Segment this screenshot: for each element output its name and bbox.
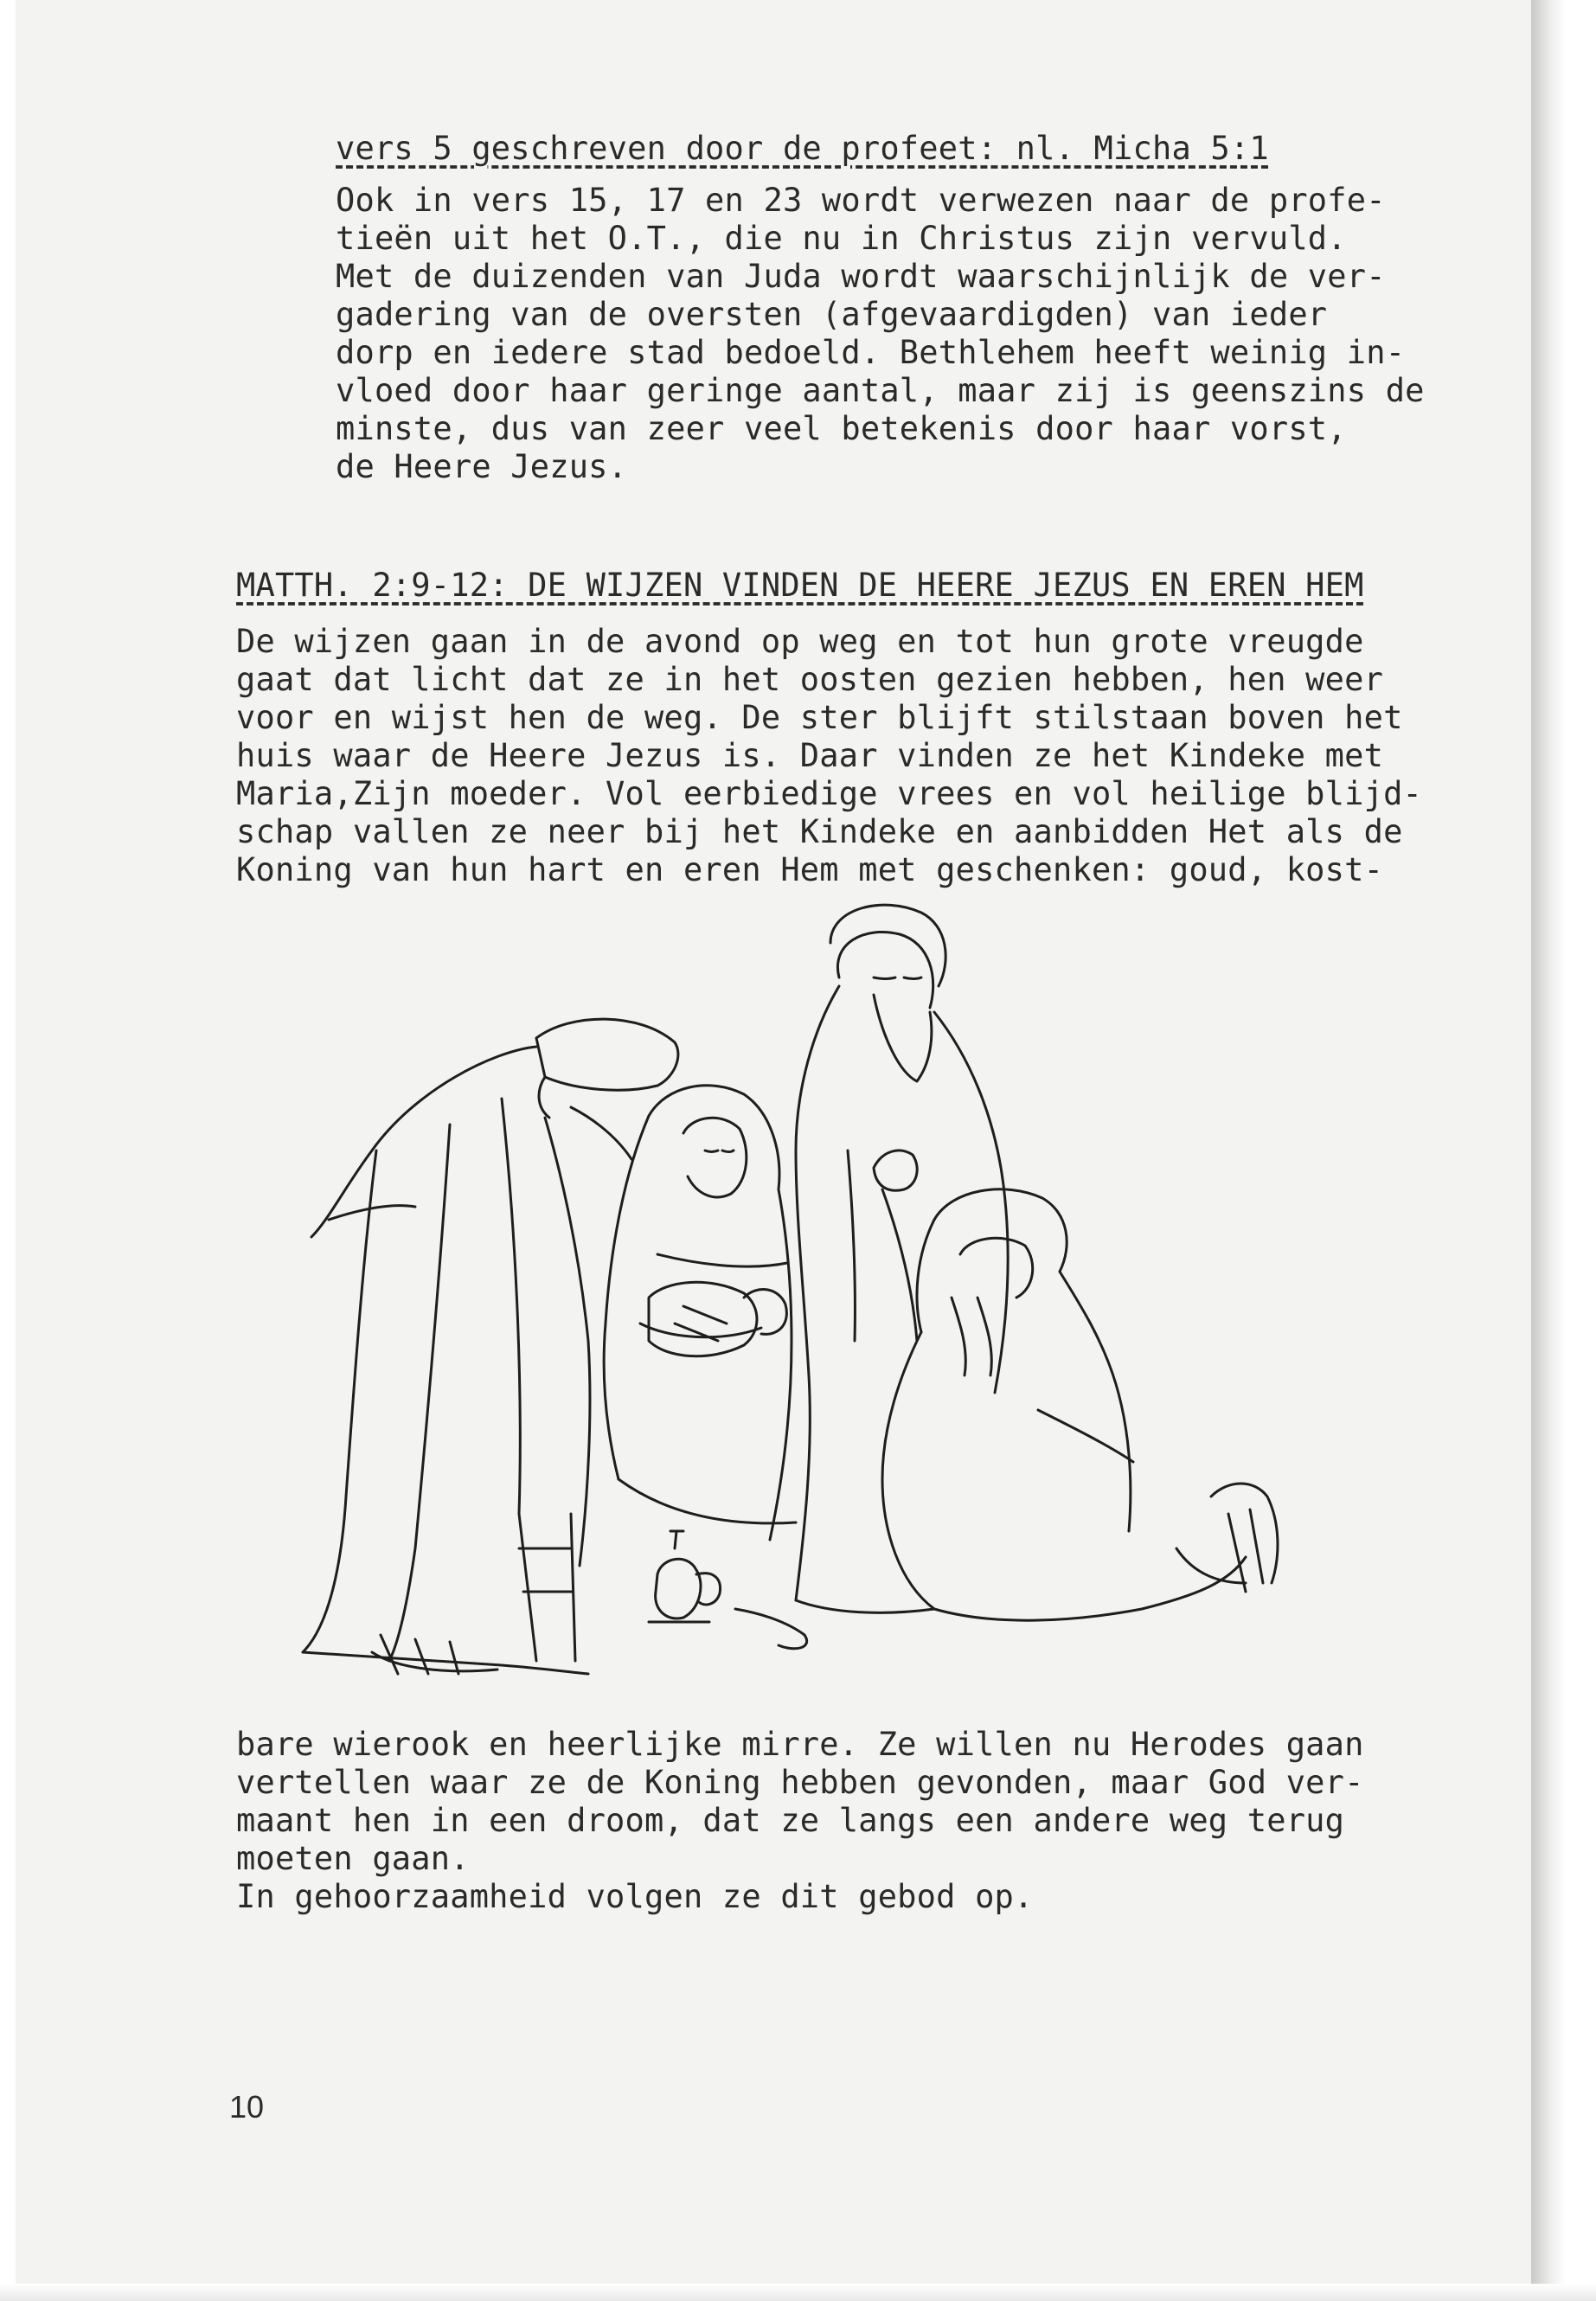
text-line: voor en wijst hen de weg. De ster blijft stilstaan boven het xyxy=(236,699,1403,736)
text-line: bare wierook en heerlijke mirre. Ze willen nu Herodes gaan xyxy=(236,1726,1364,1763)
text-line: dorp en iedere stad bedoeld. Bethlehem heeft weinig in- xyxy=(336,334,1406,371)
text-line: vloed door haar geringe aantal, maar zij is geenszins de xyxy=(336,372,1425,409)
text-line: Koning van hun hart en eren Hem met geschenken: goud, kost- xyxy=(236,851,1384,888)
nativity-illustration xyxy=(277,891,1298,1695)
heading-micha: vers 5 geschreven door de profeet: nl. Micha 5:1 xyxy=(336,130,1269,167)
page-edge-shadow xyxy=(1531,0,1566,2301)
text-line: Ook in vers 15, 17 en 23 wordt verwezen naar de profe- xyxy=(336,182,1386,219)
text-line: schap vallen ze neer bij het Kindeke en aanbidden Het als de xyxy=(236,813,1403,850)
page-bottom-strip xyxy=(0,2284,1596,2301)
kneeling-wise-man-figure xyxy=(882,1189,1278,1620)
text-line: Met de duizenden van Juda wordt waarschijnlijk de ver- xyxy=(336,258,1386,295)
heading-matth: MATTH. 2:9-12: DE WIJZEN VINDEN DE HEERE JEZUS EN EREN HEM xyxy=(236,567,1364,604)
gift-jug-figure xyxy=(649,1531,721,1622)
left-wise-man-figure xyxy=(303,1019,678,1674)
text-line: minste, dus van zeer veel betekenis door haar vorst, xyxy=(336,410,1347,447)
text-line: moeten gaan. xyxy=(236,1840,470,1877)
text-line: huis waar de Heere Jezus is. Daar vinden ze het Kindeke met xyxy=(236,737,1384,774)
text-line: gadering van de oversten (afgevaardigden) van ieder xyxy=(336,296,1328,333)
text-line: tieën uit het O.T., die nu in Christus zijn vervuld. xyxy=(336,220,1347,257)
text-line: vertellen waar ze de Koning hebben gevonden, maar God ver- xyxy=(236,1764,1364,1801)
stool-figure xyxy=(519,1514,807,1661)
text-line: maant hen in een droom, dat ze langs een andere weg terug xyxy=(236,1802,1345,1839)
child-figure xyxy=(649,1282,786,1356)
text-line: De wijzen gaan in de avond op weg en tot hun grote vreugde xyxy=(236,623,1364,660)
text-line: de Heere Jezus. xyxy=(336,448,628,485)
text-line: Maria,Zijn moeder. Vol eerbiedige vrees en vol heilige blijd- xyxy=(236,775,1423,812)
text-line: gaat dat licht dat ze in het oosten gezien hebben, hen weer xyxy=(236,661,1384,698)
text-line: In gehoorzaamheid volgen ze dit gebod op. xyxy=(236,1878,1034,1915)
standing-wise-man-figure xyxy=(796,905,1008,1612)
page-number: 10 xyxy=(229,2089,265,2125)
